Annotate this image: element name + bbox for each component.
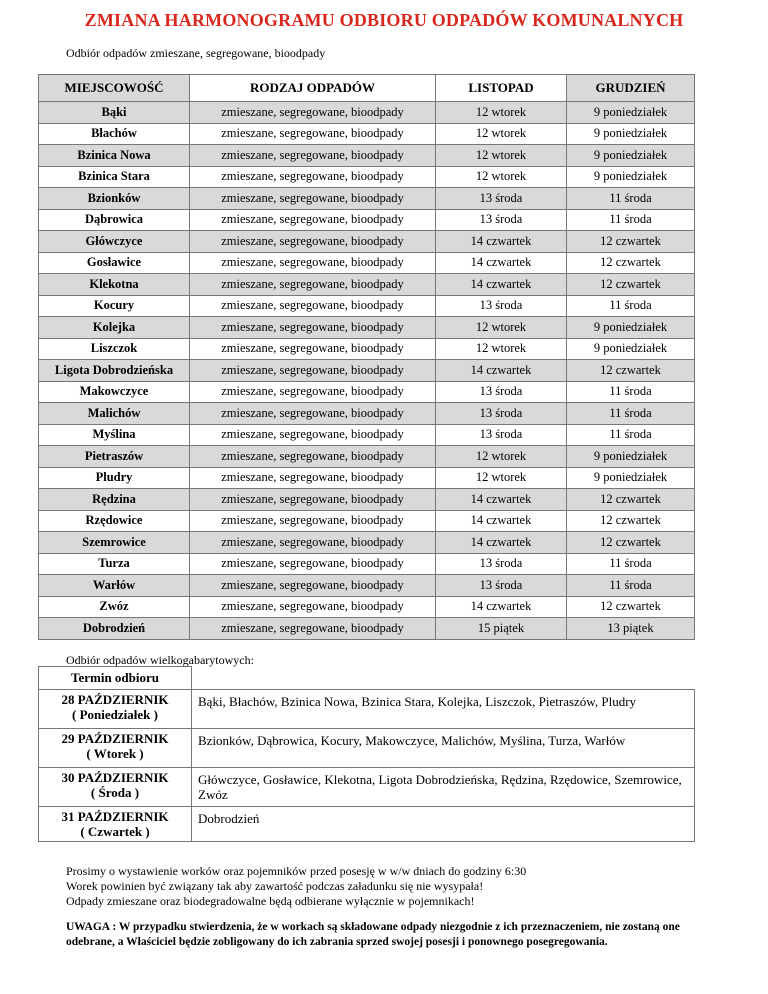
schedule-subtitle: Odbiór odpadów zmieszane, segregowane, bioodpady xyxy=(66,46,326,60)
cell-november: 14 czwartek xyxy=(436,596,567,618)
cell-waste-type: zmieszane, segregowane, bioodpady xyxy=(190,274,436,296)
cell-location: Rędzina xyxy=(39,489,190,511)
cell-december: 11 środa xyxy=(567,295,695,317)
cell-location: Szemrowice xyxy=(39,532,190,554)
cell-december: 12 czwartek xyxy=(567,274,695,296)
cell-december: 11 środa xyxy=(567,575,695,597)
cell-december: 12 czwartek xyxy=(567,231,695,253)
cell-location: Bzinica Stara xyxy=(39,166,190,188)
cell-november: 12 wtorek xyxy=(436,102,567,124)
cell-waste-type: zmieszane, segregowane, bioodpady xyxy=(190,166,436,188)
cell-november: 12 wtorek xyxy=(436,166,567,188)
cell-waste-type: zmieszane, segregowane, bioodpady xyxy=(190,553,436,575)
cell-location: Pietraszów xyxy=(39,446,190,468)
cell-december: 12 czwartek xyxy=(567,510,695,532)
cell-december: 11 środa xyxy=(567,381,695,403)
cell-waste-type: zmieszane, segregowane, bioodpady xyxy=(190,446,436,468)
cell-december: 12 czwartek xyxy=(567,532,695,554)
bulky-date-label: 29 PAŹDZIERNIK xyxy=(61,731,169,746)
schedule-row xyxy=(39,424,695,446)
cell-december: 9 poniedziałek xyxy=(567,467,695,489)
cell-location: Błachów xyxy=(39,123,190,145)
cell-november: 14 czwartek xyxy=(436,274,567,296)
schedule-row xyxy=(39,510,695,532)
cell-november: 14 czwartek xyxy=(436,532,567,554)
schedule-row xyxy=(39,446,695,468)
cell-location: Makowczyce xyxy=(39,381,190,403)
bulky-places: Bąki, Błachów, Bzinica Nowa, Bzinica Stara, Kolejka, Liszczok, Pietraszów, Pludry xyxy=(192,690,695,729)
cell-november: 12 wtorek xyxy=(436,145,567,167)
cell-december: 9 poniedziałek xyxy=(567,338,695,360)
cell-location: Turza xyxy=(39,553,190,575)
cell-november: 13 środa xyxy=(436,381,567,403)
cell-november: 15 piątek xyxy=(436,618,567,640)
bulky-waste-label: Odbiór odpadów wielkogabarytowych: xyxy=(66,653,254,667)
cell-november: 12 wtorek xyxy=(436,317,567,339)
cell-waste-type: zmieszane, segregowane, bioodpady xyxy=(190,360,436,382)
cell-waste-type: zmieszane, segregowane, bioodpady xyxy=(190,209,436,231)
bulky-row xyxy=(39,690,695,729)
schedule-row xyxy=(39,102,695,124)
schedule-table xyxy=(38,74,695,640)
bulky-header-empty xyxy=(192,667,695,690)
cell-november: 14 czwartek xyxy=(436,360,567,382)
schedule-row xyxy=(39,575,695,597)
bulky-row xyxy=(39,768,695,807)
schedule-row xyxy=(39,596,695,618)
schedule-row xyxy=(39,274,695,296)
bulky-day-label: ( Środa ) xyxy=(90,785,140,800)
cell-december: 11 środa xyxy=(567,209,695,231)
schedule-row xyxy=(39,360,695,382)
cell-location: Pludry xyxy=(39,467,190,489)
cell-location: Kolejka xyxy=(39,317,190,339)
schedule-row xyxy=(39,231,695,253)
schedule-row xyxy=(39,553,695,575)
cell-november: 14 czwartek xyxy=(436,231,567,253)
cell-location: Bąki xyxy=(39,102,190,124)
schedule-row xyxy=(39,489,695,511)
schedule-row xyxy=(39,403,695,425)
bulky-header: Termin odbioru xyxy=(39,667,192,690)
bulky-date xyxy=(39,690,192,729)
header-november: LISTOPAD xyxy=(436,75,567,102)
cell-november: 14 czwartek xyxy=(436,489,567,511)
cell-waste-type: zmieszane, segregowane, bioodpady xyxy=(190,403,436,425)
schedule-row xyxy=(39,123,695,145)
bulky-header-row xyxy=(39,667,695,690)
bulky-waste-table xyxy=(38,666,695,842)
cell-waste-type: zmieszane, segregowane, bioodpady xyxy=(190,489,436,511)
cell-december: 9 poniedziałek xyxy=(567,123,695,145)
cell-location: Klekotna xyxy=(39,274,190,296)
bulky-places: Główczyce, Gosławice, Klekotna, Ligota Dobrodzieńska, Rędzina, Rzędowice, Szemrowice, Zwóz xyxy=(192,768,695,807)
cell-december: 12 czwartek xyxy=(567,360,695,382)
cell-december: 12 czwartek xyxy=(567,596,695,618)
bulky-date-label: 31 PAŹDZIERNIK xyxy=(61,809,169,824)
bulky-day-label: ( Poniedziałek ) xyxy=(72,707,158,722)
cell-location: Dobrodzień xyxy=(39,618,190,640)
cell-december: 9 poniedziałek xyxy=(567,446,695,468)
cell-waste-type: zmieszane, segregowane, bioodpady xyxy=(190,424,436,446)
header-location: MIEJSCOWOŚĆ xyxy=(39,75,190,102)
cell-december: 9 poniedziałek xyxy=(567,317,695,339)
cell-location: Ligota Dobrodzieńska xyxy=(39,360,190,382)
notes xyxy=(66,864,526,909)
cell-november: 13 środa xyxy=(436,553,567,575)
schedule-row xyxy=(39,338,695,360)
bulky-row xyxy=(39,807,695,842)
cell-december: 12 czwartek xyxy=(567,489,695,511)
cell-waste-type: zmieszane, segregowane, bioodpady xyxy=(190,618,436,640)
cell-location: Myślina xyxy=(39,424,190,446)
schedule-row xyxy=(39,317,695,339)
cell-november: 13 środa xyxy=(436,188,567,210)
cell-november: 13 środa xyxy=(436,209,567,231)
cell-location: Rzędowice xyxy=(39,510,190,532)
cell-waste-type: zmieszane, segregowane, bioodpady xyxy=(190,381,436,403)
cell-november: 12 wtorek xyxy=(436,338,567,360)
warning-text: UWAGA : W przypadku stwierdzenia, że w workach są składowane odpady niezgodnie z ich przeznaczeniem, nie zostaną one odebrane, a Właściciel będzie zobligowany do ich zabrania sprzed swojej posesji i ponownego posegregowania. xyxy=(66,921,680,948)
cell-waste-type: zmieszane, segregowane, bioodpady xyxy=(190,231,436,253)
schedule-row xyxy=(39,532,695,554)
schedule-row xyxy=(39,618,695,640)
cell-waste-type: zmieszane, segregowane, bioodpady xyxy=(190,252,436,274)
cell-november: 14 czwartek xyxy=(436,510,567,532)
bulky-date xyxy=(39,729,192,768)
cell-location: Zwóz xyxy=(39,596,190,618)
cell-november: 12 wtorek xyxy=(436,467,567,489)
page-title: ZMIANA HARMONOGRAMU ODBIORU ODPADÓW KOMUNALNYCH xyxy=(84,10,684,30)
cell-location: Dąbrowica xyxy=(39,209,190,231)
note-line: Prosimy o wystawienie worków oraz pojemników przed posesję w w/w dniach do godziny 6:30 xyxy=(66,864,527,878)
cell-location: Bzinica Nowa xyxy=(39,145,190,167)
schedule-row xyxy=(39,209,695,231)
note-line: Worek powinien być związany tak aby zawartość podczas załadunku się nie wysypała! xyxy=(66,879,484,893)
bulky-date-label: 30 PAŹDZIERNIK xyxy=(61,770,169,785)
cell-waste-type: zmieszane, segregowane, bioodpady xyxy=(190,510,436,532)
cell-waste-type: zmieszane, segregowane, bioodpady xyxy=(190,145,436,167)
bulky-day-label: ( Czwartek ) xyxy=(80,824,150,839)
schedule-row xyxy=(39,252,695,274)
cell-november: 13 środa xyxy=(436,403,567,425)
bulky-date-label: 28 PAŹDZIERNIK xyxy=(61,692,169,707)
cell-december: 13 piątek xyxy=(567,618,695,640)
cell-december: 11 środa xyxy=(567,403,695,425)
schedule-row xyxy=(39,467,695,489)
note-line: Odpady zmieszane oraz biodegradowalne będą odbierane wyłącznie w pojemnikach! xyxy=(66,894,475,908)
cell-november: 13 środa xyxy=(436,424,567,446)
cell-november: 13 środa xyxy=(436,295,567,317)
cell-waste-type: zmieszane, segregowane, bioodpady xyxy=(190,338,436,360)
cell-waste-type: zmieszane, segregowane, bioodpady xyxy=(190,532,436,554)
bulky-date xyxy=(39,768,192,807)
cell-location: Bzionków xyxy=(39,188,190,210)
cell-waste-type: zmieszane, segregowane, bioodpady xyxy=(190,596,436,618)
schedule-row xyxy=(39,381,695,403)
bulky-day-label: ( Wtorek ) xyxy=(86,746,144,761)
cell-december: 9 poniedziałek xyxy=(567,145,695,167)
cell-location: Malichów xyxy=(39,403,190,425)
schedule-row xyxy=(39,188,695,210)
cell-december: 11 środa xyxy=(567,424,695,446)
cell-waste-type: zmieszane, segregowane, bioodpady xyxy=(190,123,436,145)
cell-waste-type: zmieszane, segregowane, bioodpady xyxy=(190,295,436,317)
cell-location: Warłów xyxy=(39,575,190,597)
cell-waste-type: zmieszane, segregowane, bioodpady xyxy=(190,188,436,210)
bulky-date xyxy=(39,807,192,842)
cell-december: 9 poniedziałek xyxy=(567,166,695,188)
cell-november: 12 wtorek xyxy=(436,446,567,468)
schedule-row xyxy=(39,295,695,317)
cell-november: 12 wtorek xyxy=(436,123,567,145)
schedule-row xyxy=(39,145,695,167)
cell-december: 12 czwartek xyxy=(567,252,695,274)
header-december: GRUDZIEŃ xyxy=(567,75,695,102)
cell-december: 9 poniedziałek xyxy=(567,102,695,124)
cell-december: 11 środa xyxy=(567,188,695,210)
schedule-row xyxy=(39,166,695,188)
cell-waste-type: zmieszane, segregowane, bioodpady xyxy=(190,317,436,339)
cell-december: 11 środa xyxy=(567,553,695,575)
header-waste-type: RODZAJ ODPADÓW xyxy=(190,75,436,102)
cell-waste-type: zmieszane, segregowane, bioodpady xyxy=(190,467,436,489)
cell-location: Kocury xyxy=(39,295,190,317)
cell-waste-type: zmieszane, segregowane, bioodpady xyxy=(190,102,436,124)
bulky-row xyxy=(39,729,695,768)
cell-location: Gosławice xyxy=(39,252,190,274)
bulky-places: Bzionków, Dąbrowica, Kocury, Makowczyce, Malichów, Myślina, Turza, Warłów xyxy=(192,729,695,768)
cell-location: Główczyce xyxy=(39,231,190,253)
cell-location: Liszczok xyxy=(39,338,190,360)
schedule-header-row xyxy=(39,75,695,102)
bulky-places: Dobrodzień xyxy=(192,807,695,842)
cell-november: 13 środa xyxy=(436,575,567,597)
cell-waste-type: zmieszane, segregowane, bioodpady xyxy=(190,575,436,597)
cell-november: 14 czwartek xyxy=(436,252,567,274)
